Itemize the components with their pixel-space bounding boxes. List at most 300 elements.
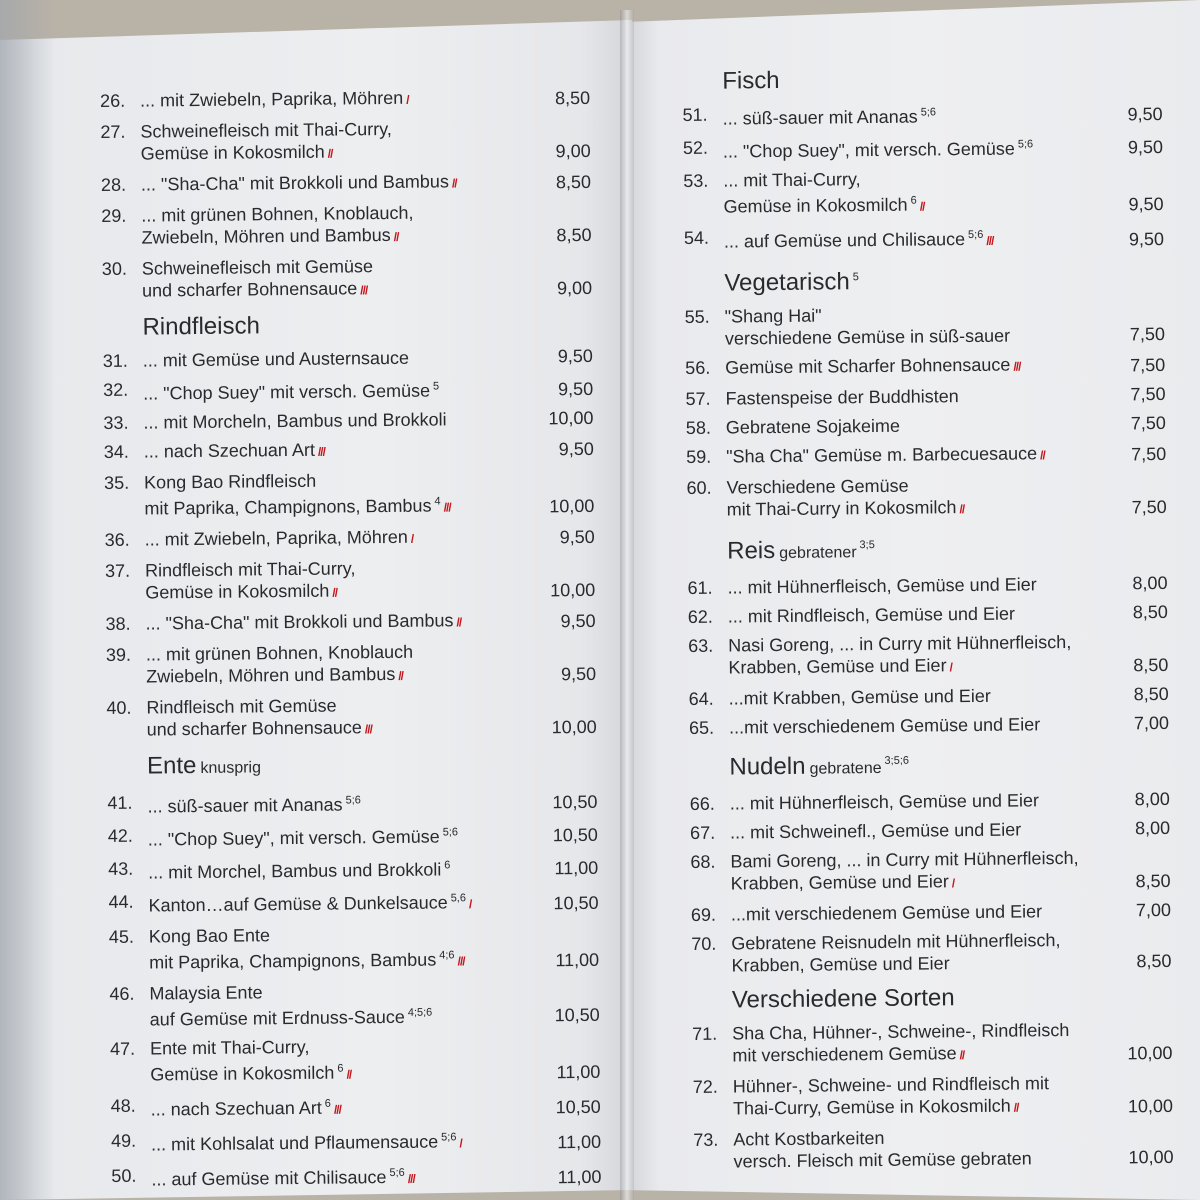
section-title: Ente bbox=[146, 752, 197, 780]
spicy-marker: /// bbox=[457, 954, 465, 969]
item-number: 50. bbox=[111, 1165, 137, 1186]
item-description bbox=[140, 86, 528, 114]
item-price: 10,00 bbox=[1128, 1146, 1174, 1168]
spicy-marker: // bbox=[346, 1067, 352, 1082]
item-text: Nasi Goreng, ... in Curry mit Hühnerfleisch, Krabben, Gemüse und Eier bbox=[728, 631, 1072, 678]
item-text: ... mit Kohlsalat und Pflaumensauce bbox=[150, 1131, 439, 1155]
menu-item bbox=[689, 683, 1169, 710]
item-number: 39. bbox=[105, 644, 132, 665]
item-text: Rindfleisch mit Gemüse und scharfer Bohnensauce bbox=[146, 695, 362, 740]
item-text: ... mit grünen Bohnen, Knoblauch Zwiebeln, Möhren und Bambus bbox=[145, 641, 414, 687]
item-text: ... "Chop Suey" mit versch. Gemüse bbox=[143, 380, 431, 404]
page-edge-shadow bbox=[0, 0, 56, 1200]
item-price: 9,50 bbox=[557, 345, 593, 367]
menu-item bbox=[106, 692, 596, 743]
item-number: 54. bbox=[683, 227, 710, 248]
spicy-marker: /// bbox=[407, 1171, 415, 1186]
menu-item bbox=[111, 1125, 601, 1158]
section-heading bbox=[729, 744, 1169, 785]
item-description bbox=[729, 684, 1107, 710]
item-price: 10,00 bbox=[1127, 1042, 1173, 1064]
spicy-marker: /// bbox=[317, 444, 325, 459]
item-text: ... mit Thai-Curry, Gemüse in Kokosmilch bbox=[723, 169, 908, 217]
item-number: 30. bbox=[101, 258, 128, 279]
item-price: 10,50 bbox=[552, 791, 598, 813]
item-description bbox=[140, 117, 528, 167]
spicy-marker: / bbox=[949, 660, 952, 675]
item-number: 55. bbox=[684, 306, 710, 327]
item-number: 37. bbox=[104, 560, 131, 581]
section-heading bbox=[732, 982, 1172, 1015]
item-price: 9,00 bbox=[555, 140, 591, 162]
item-description bbox=[141, 170, 529, 198]
item-text: ... "Sha-Cha" mit Brokkoli und Bambus bbox=[145, 610, 454, 634]
menu-item bbox=[100, 85, 590, 114]
item-description bbox=[731, 929, 1109, 977]
allergen-note: 4 bbox=[434, 495, 441, 508]
item-number: 26. bbox=[100, 90, 126, 111]
item-description bbox=[150, 1033, 539, 1087]
menu-item bbox=[111, 1160, 601, 1193]
item-text: ... mit grünen Bohnen, Knoblauch, Zwiebeln, Möhren und Bambus bbox=[141, 202, 414, 248]
item-text: "Shang Hai" verschiedene Gemüse in süß-sauer bbox=[724, 305, 1011, 349]
menu-item bbox=[108, 820, 598, 851]
menu-item bbox=[101, 169, 591, 198]
item-description bbox=[725, 302, 1103, 350]
menu-item bbox=[682, 99, 1162, 130]
menu-item bbox=[685, 352, 1165, 381]
item-description bbox=[146, 639, 534, 689]
item-description bbox=[149, 978, 537, 1030]
allergen-note: 5;6 bbox=[967, 228, 984, 242]
item-number: 62. bbox=[687, 606, 713, 627]
item-text: ... nach Szechuan Art bbox=[143, 439, 315, 462]
item-price: 11,00 bbox=[557, 1166, 602, 1188]
item-price: 10,50 bbox=[553, 892, 599, 914]
item-text: ... mit Gemüse und Austernsauce bbox=[142, 347, 410, 371]
item-text: Malaysia Ente auf Gemüse mit Erdnuss-Sauce bbox=[149, 982, 405, 1030]
section-subtitle: gebratene bbox=[809, 759, 882, 778]
item-text: ... mit Rindfleisch, Gemüse und Eier bbox=[727, 603, 1016, 627]
allergen-note: 6 bbox=[324, 1097, 331, 1110]
item-description bbox=[149, 921, 538, 975]
item-text: Hühner-, Schweine- und Rindfleisch mit Thai-Curry, Gemüse in Kokosmilch bbox=[732, 1073, 1050, 1119]
item-description bbox=[723, 133, 1101, 163]
menu-item bbox=[109, 921, 599, 976]
item-price: 9,50 bbox=[560, 663, 597, 685]
item-text: Verschiedene Gemüse mit Thai-Curry in Kokosmilch bbox=[726, 475, 957, 520]
item-number: 61. bbox=[687, 577, 713, 598]
item-price: 10,00 bbox=[551, 716, 597, 738]
spicy-marker: / bbox=[406, 92, 409, 107]
item-description bbox=[728, 631, 1106, 681]
item-number: 68. bbox=[690, 851, 716, 872]
menu-item bbox=[692, 1018, 1172, 1069]
menu-item bbox=[686, 412, 1166, 439]
item-description bbox=[726, 473, 1104, 523]
menu-item bbox=[683, 165, 1163, 220]
item-text: ...mit verschiedenem Gemüse und Eier bbox=[730, 901, 1043, 925]
item-number: 51. bbox=[682, 104, 708, 125]
item-price: 8,50 bbox=[1132, 601, 1168, 623]
item-description bbox=[724, 223, 1102, 255]
item-number: 46. bbox=[109, 983, 135, 1004]
allergen-note: 5;6 bbox=[441, 1131, 457, 1144]
item-price: 8,50 bbox=[1136, 950, 1172, 972]
section-heading bbox=[727, 528, 1167, 569]
spicy-marker: /// bbox=[360, 283, 368, 298]
item-description bbox=[726, 413, 1104, 439]
spicy-marker: /// bbox=[986, 233, 994, 248]
menu-item bbox=[104, 436, 594, 465]
spicy-marker: // bbox=[959, 1048, 965, 1063]
item-number: 47. bbox=[109, 1038, 136, 1059]
item-text: ... "Chop Suey", mit versch. Gemüse bbox=[147, 826, 440, 850]
item-number: 28. bbox=[100, 174, 127, 195]
item-text: Sha Cha, Hühner-, Schweine-, Rindfleisch mit verschiedenem Gemüse bbox=[732, 1019, 1070, 1066]
allergen-note: 4;5;6 bbox=[407, 1006, 433, 1019]
spicy-marker: /// bbox=[364, 722, 372, 737]
item-price: 7,50 bbox=[1130, 383, 1166, 405]
item-description bbox=[723, 166, 1102, 220]
item-price: 9,50 bbox=[560, 610, 596, 632]
item-price: 8,50 bbox=[1133, 654, 1169, 676]
menu-item bbox=[688, 630, 1168, 681]
item-number: 65. bbox=[688, 717, 715, 738]
section-heading bbox=[722, 63, 1162, 96]
menu-item bbox=[684, 222, 1164, 255]
menu-item bbox=[103, 374, 593, 405]
allergen-note: 4;6 bbox=[439, 949, 455, 962]
item-price: 11,00 bbox=[555, 949, 600, 971]
allergen-note: 3;5 bbox=[859, 539, 875, 552]
item-description bbox=[725, 384, 1103, 410]
item-number: 53. bbox=[683, 170, 709, 191]
item-price: 7,50 bbox=[1130, 354, 1166, 376]
item-number: 64. bbox=[688, 688, 714, 709]
item-number: 41. bbox=[107, 792, 133, 813]
item-price: 10,50 bbox=[552, 824, 598, 846]
item-text: ... mit Schweinefl., Gemüse und Eier bbox=[730, 819, 1022, 843]
item-description bbox=[733, 1072, 1111, 1122]
item-description bbox=[733, 1125, 1111, 1173]
item-description bbox=[731, 900, 1109, 926]
item-description bbox=[145, 608, 533, 636]
item-text: ... mit Hühnerfleisch, Gemüse und Eier bbox=[729, 790, 1040, 814]
menu-item bbox=[104, 467, 594, 522]
item-description bbox=[142, 254, 530, 304]
item-description bbox=[730, 789, 1108, 815]
item-description bbox=[144, 436, 532, 464]
section-title: Fisch bbox=[722, 66, 780, 95]
item-number: 42. bbox=[107, 825, 133, 846]
item-price: 9,50 bbox=[558, 378, 594, 400]
item-number: 59. bbox=[686, 446, 712, 467]
item-text: Schweinefleisch mit Gemüse und scharfer Bohnensauce bbox=[141, 256, 374, 301]
spicy-marker: /// bbox=[443, 500, 451, 515]
item-text: ... mit Zwiebeln, Paprika, Möhren bbox=[144, 526, 408, 550]
spicy-marker: // bbox=[1013, 1100, 1019, 1115]
menu-item bbox=[686, 441, 1166, 470]
menu-item bbox=[693, 1071, 1173, 1122]
allergen-note: 3;5;6 bbox=[884, 754, 910, 767]
item-description bbox=[148, 820, 536, 850]
item-number: 70. bbox=[691, 933, 717, 954]
item-number: 57. bbox=[685, 388, 711, 409]
item-price: 8,00 bbox=[1134, 788, 1170, 810]
menu-item bbox=[103, 345, 593, 372]
allergen-note: 5;6 bbox=[345, 794, 361, 807]
section-title: Rindfleisch bbox=[142, 312, 261, 341]
item-description bbox=[728, 602, 1106, 628]
allergen-note: 5 bbox=[852, 271, 859, 284]
allergen-note: 6 bbox=[337, 1062, 344, 1075]
item-text: ... auf Gemüse und Chilisauce bbox=[723, 229, 966, 252]
item-description bbox=[143, 375, 531, 405]
menu-item bbox=[108, 886, 598, 919]
menu-item bbox=[106, 639, 596, 690]
menu-item bbox=[693, 1124, 1173, 1173]
menu-item bbox=[690, 788, 1170, 815]
item-description bbox=[730, 847, 1108, 897]
menu-item bbox=[103, 407, 593, 434]
item-number: 58. bbox=[685, 417, 712, 438]
menu-item bbox=[690, 846, 1170, 897]
item-price: 9,00 bbox=[556, 277, 593, 299]
item-number: 73. bbox=[693, 1129, 719, 1150]
item-number: 33. bbox=[103, 412, 129, 433]
item-text: Gebratene Sojakeime bbox=[725, 415, 901, 438]
item-number: 67. bbox=[690, 822, 716, 843]
item-price: 9,50 bbox=[1128, 193, 1164, 215]
item-description bbox=[145, 555, 533, 605]
item-price: 8,50 bbox=[1135, 870, 1171, 892]
item-price: 8,00 bbox=[1134, 817, 1171, 839]
item-number: 69. bbox=[690, 904, 717, 925]
item-description bbox=[725, 353, 1103, 381]
item-text: ... süß-sauer mit Ananas bbox=[147, 794, 343, 817]
item-text: ... mit Morchel, Bambus und Brokkoli bbox=[148, 859, 442, 883]
menu-item bbox=[683, 132, 1163, 163]
item-number: 29. bbox=[101, 205, 127, 226]
item-number: 32. bbox=[103, 379, 129, 400]
spicy-marker: /// bbox=[333, 1102, 342, 1117]
spicy-marker: // bbox=[959, 502, 965, 517]
menu-item bbox=[685, 383, 1165, 410]
menu-item bbox=[687, 572, 1167, 599]
menu-item bbox=[107, 787, 597, 818]
item-description bbox=[143, 346, 531, 372]
item-number: 63. bbox=[688, 635, 714, 656]
section-heading bbox=[724, 260, 1164, 298]
item-description bbox=[141, 201, 529, 251]
item-text: Bami Goreng, ... in Curry mit Hühnerfleisch, Krabben, Gemüse und Eier bbox=[730, 847, 1079, 894]
item-description bbox=[151, 1090, 539, 1122]
menu-item bbox=[100, 116, 590, 167]
item-text: Fastenspeise der Buddhisten bbox=[725, 386, 959, 409]
item-text: "Sha Cha" Gemüse m. Barbecuesauce bbox=[726, 443, 1038, 467]
item-price: 7,50 bbox=[1130, 412, 1166, 434]
item-price: 9,50 bbox=[1128, 228, 1165, 250]
item-number: 45. bbox=[108, 926, 135, 947]
menu-item bbox=[691, 928, 1171, 977]
item-number: 48. bbox=[110, 1095, 136, 1116]
item-text: Kong Bao Ente mit Paprika, Champignons, Bambus bbox=[148, 925, 437, 973]
item-text: Rindfleisch mit Thai-Curry, Gemüse in Kokosmilch bbox=[144, 558, 356, 603]
item-description bbox=[730, 818, 1108, 844]
page-fold bbox=[620, 10, 634, 1200]
spicy-marker: / bbox=[459, 1136, 462, 1151]
menu-item bbox=[101, 200, 591, 251]
item-number: 56. bbox=[685, 357, 711, 378]
item-description bbox=[147, 787, 535, 817]
item-price: 9,50 bbox=[1127, 136, 1164, 158]
item-text: Ente mit Thai-Curry, Gemüse in Kokosmilch bbox=[149, 1036, 335, 1085]
item-price: 11,00 bbox=[557, 1131, 602, 1153]
allergen-note: 6 bbox=[444, 859, 451, 872]
item-description bbox=[145, 524, 533, 552]
item-number: 35. bbox=[104, 472, 130, 493]
item-number: 66. bbox=[689, 793, 715, 814]
spicy-marker: // bbox=[327, 146, 333, 161]
section-title: Reis bbox=[727, 537, 776, 565]
item-number: 43. bbox=[108, 858, 134, 879]
allergen-note: 5;6 bbox=[920, 106, 937, 119]
item-description bbox=[143, 408, 531, 434]
item-price: 9,50 bbox=[558, 438, 594, 460]
item-price: 10,50 bbox=[555, 1096, 601, 1118]
menu-column-left bbox=[100, 85, 602, 1200]
item-text: Schweinefleisch mit Thai-Curry, Gemüse in Kokosmilch bbox=[140, 118, 392, 164]
menu-item bbox=[688, 601, 1168, 628]
allergen-note: 5;6 bbox=[1017, 138, 1034, 151]
section-heading bbox=[147, 748, 597, 784]
spicy-marker: /// bbox=[1013, 359, 1021, 374]
menu-item bbox=[685, 301, 1165, 350]
section-title: Verschiedene Sorten bbox=[731, 984, 955, 1014]
item-price: 8,50 bbox=[556, 224, 592, 246]
item-description bbox=[727, 573, 1105, 599]
spicy-marker: / bbox=[468, 897, 472, 912]
item-text: ...mit Krabben, Gemüse und Eier bbox=[728, 685, 991, 709]
item-price: 9,50 bbox=[1127, 103, 1163, 125]
item-description bbox=[146, 692, 534, 742]
item-price: 7,50 bbox=[1131, 443, 1167, 465]
item-number: 49. bbox=[110, 1130, 137, 1151]
spicy-marker: // bbox=[451, 176, 457, 191]
item-number: 72. bbox=[692, 1076, 718, 1097]
menu-item bbox=[105, 555, 595, 606]
menu-item bbox=[686, 472, 1166, 523]
menu-item bbox=[690, 817, 1170, 844]
item-description bbox=[726, 442, 1104, 470]
item-text: ... mit Morcheln, Bambus und Brokkoli bbox=[143, 409, 447, 433]
item-price: 10,00 bbox=[548, 407, 594, 429]
item-price: 7,00 bbox=[1133, 712, 1170, 734]
item-price: 8,50 bbox=[1133, 683, 1169, 705]
item-description bbox=[732, 1019, 1110, 1069]
menu-item bbox=[110, 1033, 600, 1088]
item-text: ... "Sha-Cha" mit Brokkoli und Bambus bbox=[140, 171, 450, 195]
item-price: 10,00 bbox=[1127, 1095, 1174, 1117]
menu-item bbox=[109, 978, 599, 1031]
spicy-marker: / bbox=[410, 531, 414, 546]
item-price: 11,00 bbox=[554, 857, 599, 879]
item-description bbox=[148, 853, 536, 883]
item-number: 38. bbox=[105, 613, 131, 634]
spicy-marker: / bbox=[951, 876, 955, 891]
item-price: 10,00 bbox=[550, 579, 596, 601]
item-price: 11,00 bbox=[556, 1061, 601, 1083]
item-text: Acht Kostbarkeiten versch. Fleisch mit Gemüse gebraten bbox=[733, 1127, 1032, 1172]
item-number: 27. bbox=[100, 121, 126, 142]
menu-item bbox=[108, 853, 598, 884]
item-text: Gebratene Reisnudeln mit Hühnerfleisch, Krabben, Gemüse und Eier bbox=[731, 930, 1061, 976]
allergen-note: 5;6 bbox=[442, 826, 459, 839]
item-text: Gemüse mit Scharfer Bohnensauce bbox=[725, 354, 1011, 378]
item-price: 10,50 bbox=[554, 1004, 600, 1026]
allergen-note: 5 bbox=[432, 380, 440, 393]
section-subtitle: knusprig bbox=[200, 759, 262, 777]
item-number: 71. bbox=[692, 1023, 718, 1044]
section-title: Vegetarisch bbox=[724, 268, 850, 297]
spicy-marker: // bbox=[332, 585, 338, 600]
item-text: Kong Bao Rindfleisch mit Paprika, Champignons, Bambus bbox=[144, 470, 432, 519]
menu-item bbox=[689, 712, 1169, 739]
item-number: 40. bbox=[106, 697, 132, 718]
item-price: 8,50 bbox=[555, 171, 592, 193]
spicy-marker: // bbox=[919, 199, 925, 214]
item-price: 8,00 bbox=[1132, 572, 1168, 594]
item-price: 10,00 bbox=[549, 495, 595, 517]
menu-item bbox=[102, 253, 592, 304]
section-title: Nudeln bbox=[729, 752, 806, 781]
item-price: 7,50 bbox=[1131, 496, 1167, 518]
spicy-marker: // bbox=[393, 229, 399, 244]
item-number: 52. bbox=[682, 137, 709, 158]
item-description bbox=[148, 886, 536, 918]
spicy-marker: // bbox=[1040, 448, 1045, 463]
menu-item bbox=[105, 524, 595, 553]
allergen-note: 6 bbox=[910, 194, 917, 207]
menu-item bbox=[105, 608, 595, 637]
item-number: 31. bbox=[102, 350, 128, 371]
item-text: ... mit Zwiebeln, Paprika, Möhren bbox=[140, 87, 404, 111]
menu-item bbox=[111, 1090, 601, 1123]
section-heading bbox=[142, 309, 592, 342]
item-text: ... nach Szechuan Art bbox=[150, 1097, 322, 1120]
item-description bbox=[722, 100, 1100, 130]
allergen-note: 5,6 bbox=[450, 892, 467, 905]
item-description bbox=[144, 467, 533, 521]
item-number: 44. bbox=[108, 891, 134, 912]
item-text: ...mit verschiedenem Gemüse und Eier bbox=[728, 714, 1041, 738]
allergen-note: 5;6 bbox=[389, 1166, 405, 1180]
item-description bbox=[729, 713, 1107, 739]
item-text: ... süß-sauer mit Ananas bbox=[722, 106, 918, 129]
item-text: ... "Chop Suey", mit versch. Gemüse bbox=[722, 138, 1015, 162]
item-price: 7,50 bbox=[1129, 323, 1166, 345]
item-price: 7,00 bbox=[1135, 899, 1172, 921]
item-number: 34. bbox=[103, 441, 129, 462]
item-description bbox=[151, 1160, 539, 1192]
spicy-marker: // bbox=[456, 615, 462, 630]
item-text: ... auf Gemüse mit Chilisauce bbox=[151, 1167, 387, 1190]
item-price: 9,50 bbox=[559, 526, 595, 548]
item-text: ... mit Hühnerfleisch, Gemüse und Eier bbox=[727, 574, 1037, 598]
item-description bbox=[151, 1125, 539, 1157]
spicy-marker: // bbox=[398, 668, 404, 683]
